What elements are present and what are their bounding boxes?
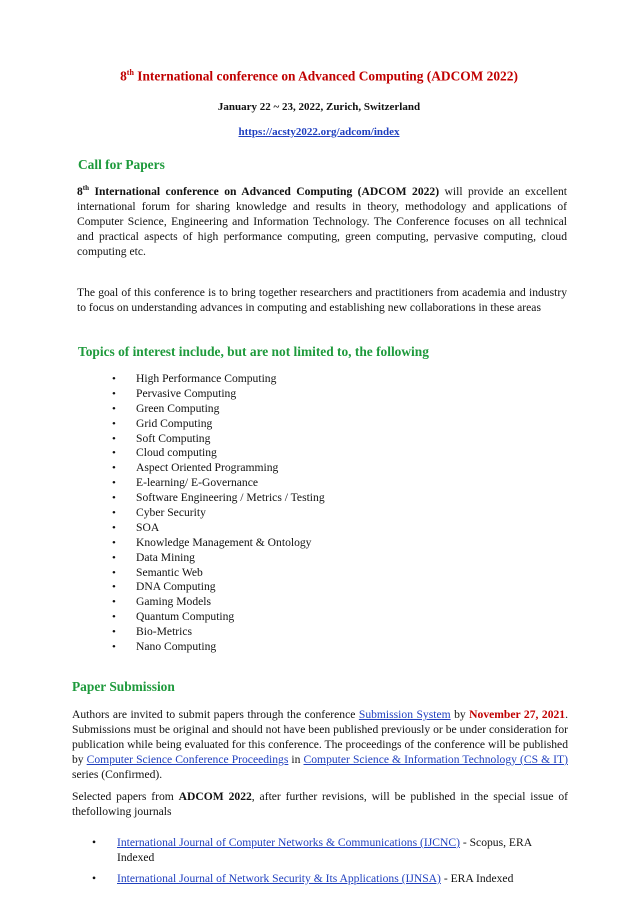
topic-item xyxy=(112,595,325,610)
bullet-icon: • xyxy=(112,536,116,549)
bullet-icon: • xyxy=(92,836,97,849)
topic-label: Aspect Oriented Programming xyxy=(136,461,279,475)
intro-text: will provide an excellent international forum for sharing knowledge and results in theory, methodology and applications of Computer Science, Engineering and Information Technology. The Conference focuses on all technical and practical aspects of high performance computing, green computing, pervasive computing, cloud computing etc. xyxy=(77,185,567,258)
conference-title xyxy=(0,68,638,84)
goal-paragraph: The goal of this conference is to bring together researchers and practitioners from academia and industry to focus on understanding advances in computing and establishing new collaborations in these areas xyxy=(77,286,567,314)
submission-text-5: series (Confirmed). xyxy=(72,768,163,781)
submission-text-1: Authors are invited to submit papers through the conference xyxy=(72,708,359,721)
bullet-icon: • xyxy=(112,551,116,564)
topic-item xyxy=(112,506,325,521)
topic-label: High Performance Computing xyxy=(136,372,277,385)
topic-item xyxy=(112,476,325,491)
topic-item xyxy=(112,387,325,402)
topics-list xyxy=(112,372,325,655)
journal-item xyxy=(90,836,570,865)
intro-superscript: th xyxy=(82,184,90,193)
bullet-icon: • xyxy=(112,373,116,385)
bullet-icon: • xyxy=(112,596,116,609)
topic-item xyxy=(112,461,325,476)
topic-label: Soft Computing xyxy=(136,431,211,445)
journal-item xyxy=(90,872,570,887)
topic-item xyxy=(112,625,325,640)
bullet-icon: • xyxy=(112,432,116,445)
bullet-icon: • xyxy=(112,492,116,505)
topic-label: Bio-Metrics xyxy=(136,625,193,639)
bullet-icon: • xyxy=(112,507,116,520)
topic-label: Gaming Models xyxy=(136,595,212,609)
conference-url-line xyxy=(0,126,638,138)
submission-paragraph xyxy=(72,707,568,782)
title-text: International conference on Advanced Computing (ADCOM 2022) xyxy=(133,68,518,84)
intro-number: 8 xyxy=(77,185,83,198)
journal-link[interactable]: International Journal of Network Security & Its Applications (IJNSA) xyxy=(117,872,441,885)
topic-label: SOA xyxy=(136,520,160,534)
topics-heading: Topics of interest include, but are not limited to, the following xyxy=(78,344,429,359)
bullet-icon: • xyxy=(112,626,116,639)
submission-deadline: November 27, 2021 xyxy=(469,708,566,721)
topic-item xyxy=(112,640,325,655)
bullet-icon: • xyxy=(112,641,116,654)
selected-text-2: , after further revisions, will be published in the special issue of thefollowing journals xyxy=(72,790,568,818)
journal-indexing: - ERA Indexed xyxy=(440,872,514,885)
date-location: January 22 ~ 23, 2022, Zurich, Switzerland xyxy=(217,101,421,113)
topic-item xyxy=(112,536,325,551)
title-superscript: th xyxy=(126,68,134,77)
topic-label: Pervasive Computing xyxy=(136,386,237,400)
bullet-icon: • xyxy=(112,447,116,460)
bullet-icon: • xyxy=(112,462,116,475)
bullet-icon: • xyxy=(112,581,116,594)
topic-label: Cyber Security xyxy=(136,506,206,520)
journal-link[interactable]: International Journal of Computer Networks & Communications (IJCNC) xyxy=(117,836,460,849)
bullet-icon: • xyxy=(92,872,97,885)
topic-label: Quantum Computing xyxy=(136,610,235,624)
submission-text-3: . Submissions must be original and should not have been published previously or be under consideration for publication while being evaluated for this conference. The proceedings of the conference will be published by xyxy=(72,708,568,766)
csit-link[interactable]: Computer Science & Information Technology (CS & IT) xyxy=(303,753,568,766)
topic-label: Knowledge Management & Ontology xyxy=(136,535,312,549)
topic-label: Green Computing xyxy=(136,401,220,415)
topic-item xyxy=(112,551,325,566)
topic-item xyxy=(112,491,325,506)
intro-paragraph xyxy=(77,184,567,259)
selected-text-1: Selected papers from xyxy=(72,790,179,803)
call-for-papers-heading: Call for Papers xyxy=(78,157,165,172)
topic-label: Grid Computing xyxy=(136,416,213,430)
topic-label: Data Mining xyxy=(136,550,195,564)
bullet-icon: • xyxy=(112,611,116,624)
conference-url-link[interactable]: https://acsty2022.org/adcom/index xyxy=(238,126,400,138)
bullet-icon: • xyxy=(112,521,116,534)
topic-item xyxy=(112,521,325,536)
topic-label: Nano Computing xyxy=(136,640,217,654)
intro-bold-text: International conference on Advanced Computing (ADCOM 2022) xyxy=(89,185,440,198)
title-number: 8 xyxy=(120,68,127,84)
topic-item xyxy=(112,417,325,432)
bullet-icon: • xyxy=(112,566,116,579)
paper-submission-heading: Paper Submission xyxy=(72,679,175,694)
journals-list xyxy=(90,836,570,894)
topic-label: Cloud computing xyxy=(136,446,217,460)
topic-item xyxy=(112,432,325,447)
bullet-icon: • xyxy=(112,387,116,400)
topic-item xyxy=(112,372,325,387)
submission-text-4: in xyxy=(288,753,304,766)
selected-conference-name: ADCOM 2022 xyxy=(178,790,252,803)
topic-item xyxy=(112,610,325,625)
topic-label: E-learning/ E-Governance xyxy=(136,476,258,490)
submission-system-link[interactable]: Submission System xyxy=(358,708,451,721)
proceedings-link[interactable]: Computer Science Conference Proceedings xyxy=(86,753,289,766)
topic-item xyxy=(112,580,325,595)
bullet-icon: • xyxy=(112,417,116,430)
bullet-icon: • xyxy=(112,402,116,415)
topic-item xyxy=(112,446,325,461)
topic-label: Software Engineering / Metrics / Testing xyxy=(136,491,325,505)
bullet-icon: • xyxy=(112,477,116,490)
selected-papers-paragraph xyxy=(72,789,568,819)
topic-label: Semantic Web xyxy=(136,565,203,579)
topic-item xyxy=(112,566,325,581)
journal-indexing: - Scopus, ERA Indexed xyxy=(117,836,532,864)
submission-text-2: by xyxy=(450,708,470,721)
topic-label: DNA Computing xyxy=(136,580,216,594)
topic-item xyxy=(112,402,325,417)
